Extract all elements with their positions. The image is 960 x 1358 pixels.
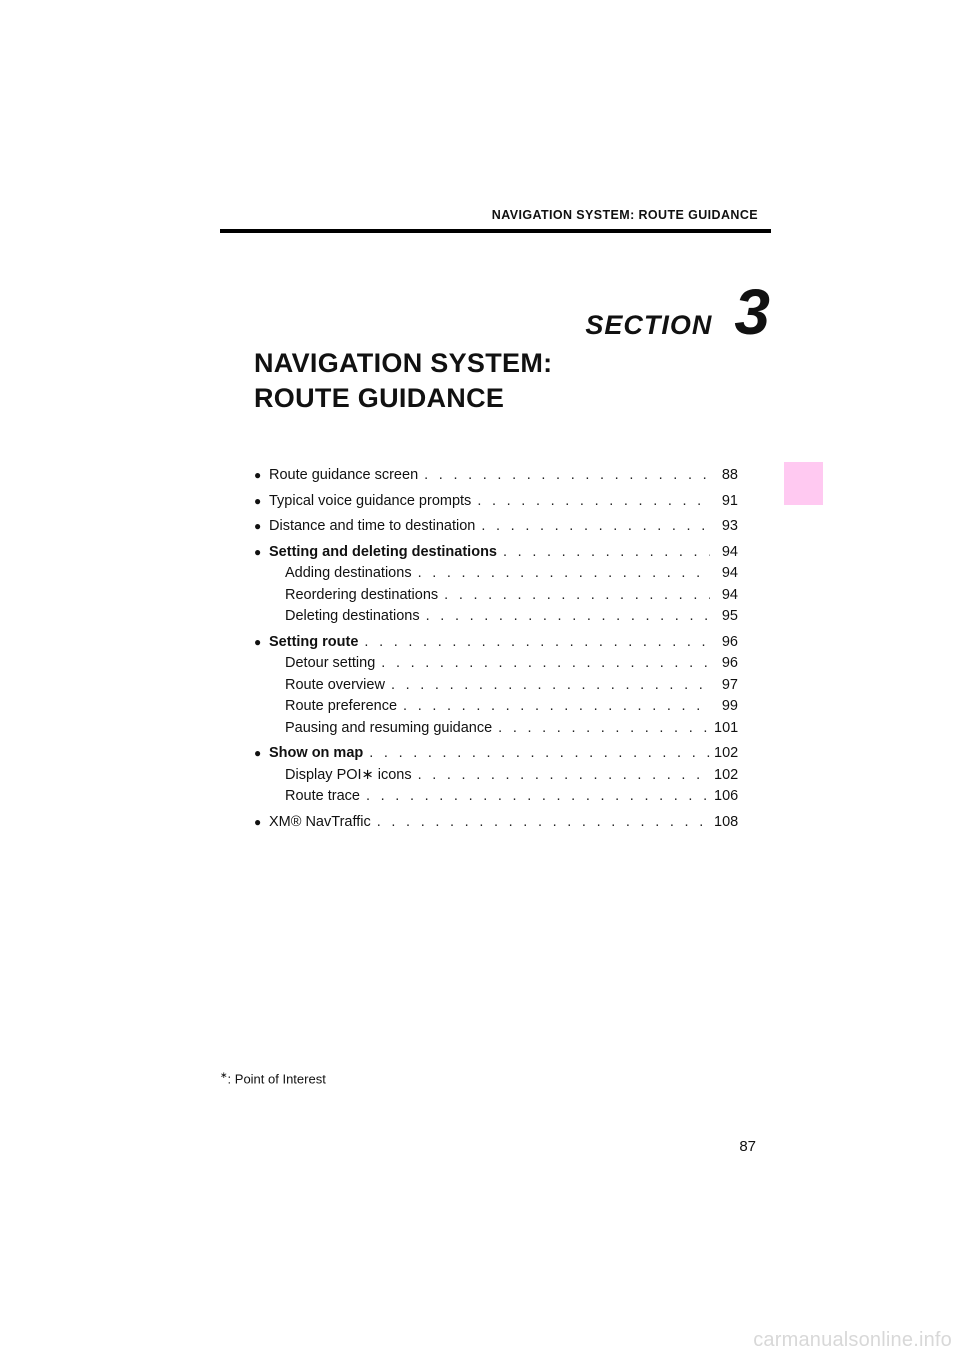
toc-entry-page: 102 [714,745,739,761]
toc-entry-label: XM® NavTraffic [269,813,371,830]
dot-leader [403,696,710,718]
toc-entry[interactable] [254,465,738,487]
dot-leader [477,491,710,513]
dot-leader [381,653,710,675]
toc-subentry[interactable] [254,718,738,740]
dot-leader [377,812,710,834]
dot-leader [369,743,710,765]
watermark: carmanualsonline.info [753,1329,952,1351]
toc-entry-label: Setting and deleting destinations [269,543,497,560]
toc-entry-page: 95 [721,608,738,624]
toc-entry-page: 102 [714,766,739,783]
toc-entry-page: 94 [721,565,738,581]
dot-leader [418,563,710,585]
table-of-contents [254,465,738,833]
dot-leader [364,632,710,654]
dot-leader [366,786,710,808]
dot-leader [498,718,710,740]
toc-entry-label: Setting route [269,633,359,650]
dot-leader [426,606,710,628]
toc-entry-page: 88 [721,467,738,483]
toc-entry-label: Route guidance screen [269,467,419,483]
bullet-icon: ● [254,544,262,559]
page-number: 87 [739,1138,756,1155]
toc-entry-label: Route preference [285,698,398,714]
dot-leader [418,765,710,787]
toc-entry-label: Distance and time to destination [269,518,476,534]
toc-entry-page: 96 [721,655,738,671]
toc-entry-label: Deleting destinations [285,608,420,624]
toc-subentry[interactable] [254,675,738,697]
dot-leader [481,516,710,538]
footnote-marker: ∗ [220,1070,228,1080]
section-mark [585,276,770,348]
bullet-icon: ● [254,468,262,482]
toc-entry[interactable] [254,542,738,564]
toc-entry-label: Route overview [285,676,385,693]
toc-entry[interactable] [254,516,738,538]
dot-leader [503,542,710,564]
toc-entry[interactable] [254,743,738,765]
toc-subentry[interactable] [254,606,738,628]
bullet-icon: ● [254,519,262,533]
dot-leader [444,585,710,607]
toc-entry-page: 108 [714,813,739,830]
toc-entry[interactable] [254,812,738,834]
running-header: NAVIGATION SYSTEM: ROUTE GUIDANCE [491,208,758,222]
bullet-icon: ● [254,493,262,508]
toc-entry-label: Adding destinations [285,565,412,581]
toc-entry-page: 96 [721,633,738,650]
toc-entry-label: Route trace [285,788,360,804]
toc-subentry[interactable] [254,786,738,808]
toc-subentry[interactable] [254,585,738,607]
section-number: 3 [734,276,770,348]
dot-leader [424,465,710,487]
toc-entry-label: Detour setting [285,655,376,671]
toc-entry-label: Display POI∗ icons [285,766,412,783]
chapter-title-line-1: NAVIGATION SYSTEM: [254,348,553,378]
toc-entry-label: Show on map [269,745,364,761]
bullet-icon: ● [254,814,262,829]
bullet-icon: ● [254,746,262,760]
toc-subentry[interactable] [254,653,738,675]
toc-entry-label: Reordering destinations [285,586,439,603]
toc-subentry[interactable] [254,765,738,787]
toc-subentry[interactable] [254,563,738,585]
toc-entry-page: 94 [721,543,738,560]
header-rule [220,229,771,233]
toc-entry[interactable] [254,632,738,654]
toc-entry-page: 93 [721,518,738,534]
toc-entry-page: 101 [714,719,739,736]
section-side-tab [784,462,823,505]
chapter-title [254,346,552,416]
toc-entry[interactable] [254,491,738,513]
toc-entry-label: Typical voice guidance prompts [269,492,472,509]
toc-entry-page: 106 [714,788,739,804]
footnote [220,1070,326,1086]
toc-entry-label: Pausing and resuming guidance [285,719,493,736]
toc-entry-page: 99 [721,698,738,714]
toc-entry-page: 91 [721,492,738,509]
toc-subentry[interactable] [254,696,738,718]
chapter-title-line-2: ROUTE GUIDANCE [254,383,505,413]
toc-entry-page: 94 [721,586,738,603]
dot-leader [391,675,710,697]
section-word: SECTION [585,310,713,340]
toc-entry-page: 97 [721,676,738,693]
footnote-text: : Point of Interest [227,1071,326,1087]
bullet-icon: ● [254,634,262,649]
